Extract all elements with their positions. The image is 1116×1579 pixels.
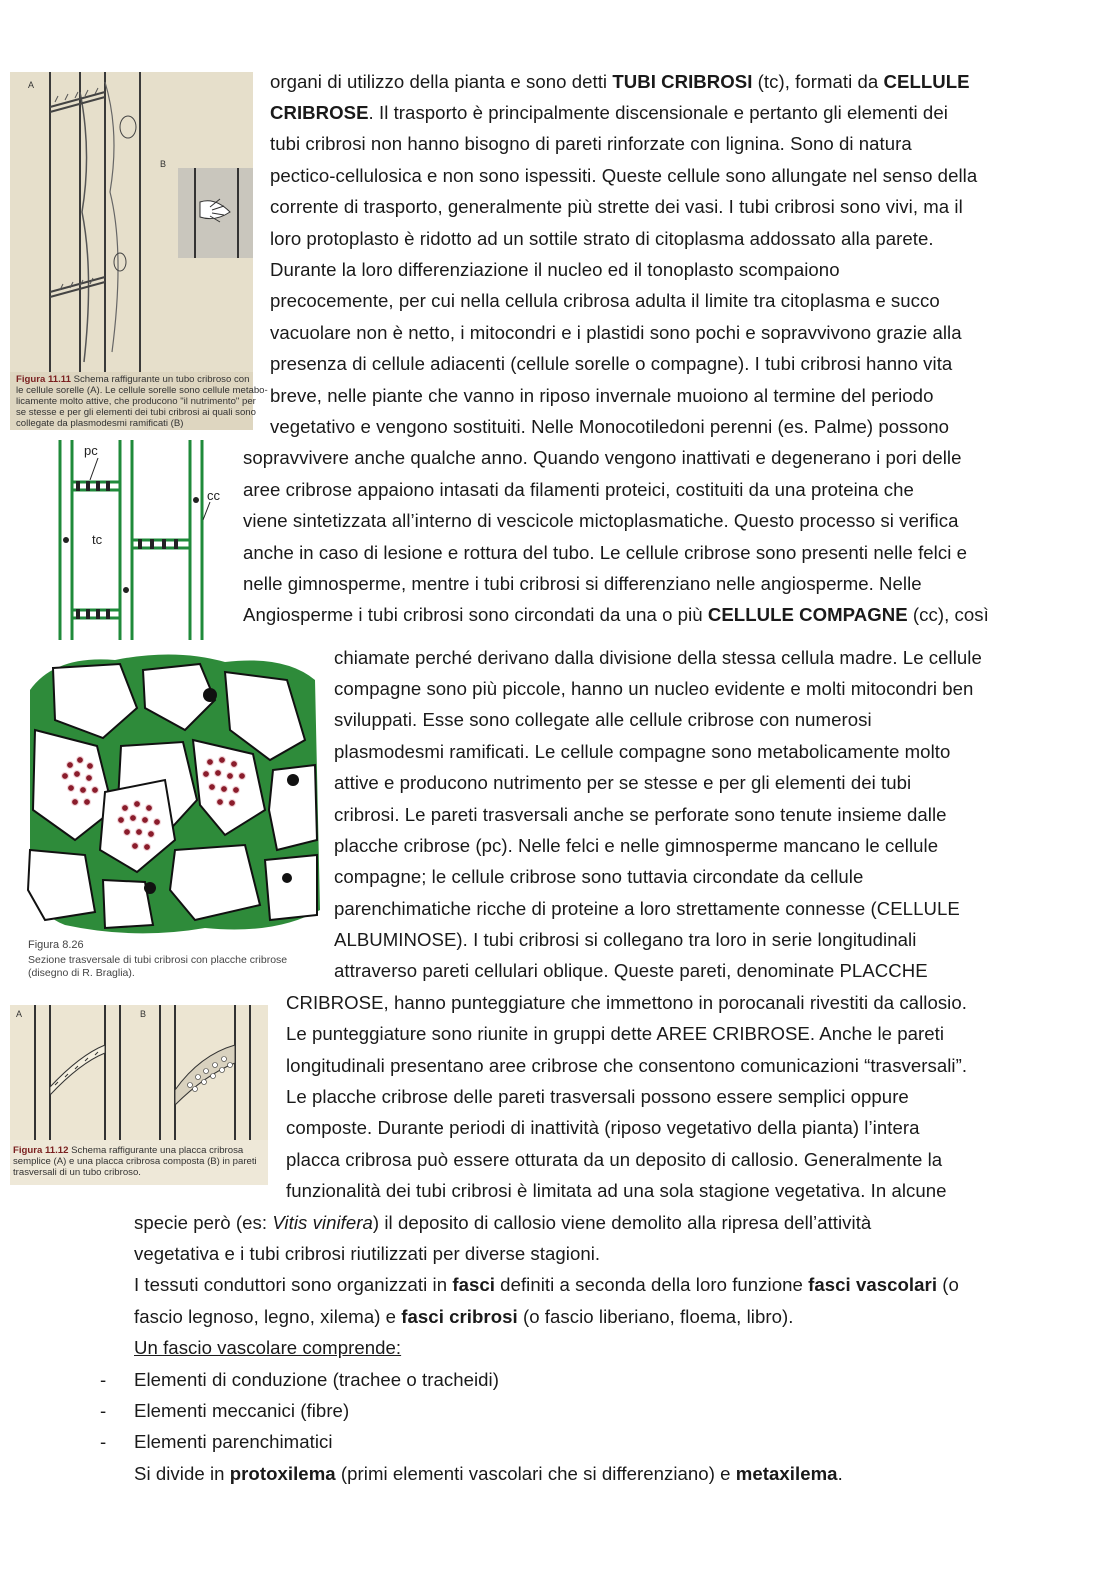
text-line-6: loro protoplasto è ridotto ad un sottile strato di citoplasma addossato alla parete. <box>270 228 934 249</box>
text-line-37: specie però (es: Vitis vinifera) il deposito di callosio viene demolito alla ripresa dell’attività <box>134 1212 872 1233</box>
fig-11-11-caption-2: le cellule sorelle (A). Le cellule sorelle sono cellule metabo- <box>16 385 268 396</box>
text-line-21: sviluppati. Esse sono collegate alle cellule cribrose con numerosi <box>334 709 872 730</box>
figure-11-12 <box>10 1005 268 1185</box>
fig-11-11-caption-1: Figura 11.11 Schema raffigurante un tubo cribroso con <box>16 374 250 385</box>
fig-11-12-letter-a: A <box>16 1009 23 1019</box>
text-line-12: vegetativo e vengono sostituiti. Nelle Monocotiledoni perenni (es. Palme) possono <box>270 416 949 437</box>
figure-11-11 <box>10 72 268 430</box>
sieve-tube-drawing <box>10 72 253 372</box>
fig-11-12-caption-2: semplice (A) e una placca cribrosa composta (B) in pareti <box>13 1156 257 1167</box>
text-line-33: Le placche cribrose delle pareti trasversali possono essere semplici oppure <box>286 1086 909 1107</box>
text-line-10: presenza di cellule adiacenti (cellule sorelle o compagne). I tubi cribrosi hanno vita <box>270 353 953 374</box>
text-line-24: cribrosi. Le pareti trasversali anche se perforate sono tenute insieme dalle <box>334 804 947 825</box>
text-line-16: anche in caso di lesione e rottura del tubo. Le cellule cribrose sono presenti nelle felci e <box>243 542 967 563</box>
text-line-final: Si divide in protoxilema (primi elementi vascolari che si differenziano) e metaxilema. <box>134 1463 843 1484</box>
fig-8-26-number: Figura 8.26 <box>28 939 84 951</box>
text-line-13: sopravvivere anche qualche anno. Quando vengono inattivati e degenerano i pori delle <box>243 447 962 468</box>
text-line-20: compagne sono più piccole, hanno un nucleo evidente e molti mitocondri ben <box>334 678 974 699</box>
cross-section-drawing <box>25 650 325 935</box>
text-line-25: placche cribrose (pc). Nelle felci e nelle gimnosperme mancano le cellule <box>334 835 939 856</box>
list-item: Elementi meccanici (fibre) <box>134 1400 350 1421</box>
fig-8-26-caption-2: (disegno di R. Braglia). <box>28 967 135 979</box>
label-tc: tc <box>92 532 103 547</box>
text-line-38: vegetativa e i tubi cribrosi riutilizzati per diverse stagioni. <box>134 1243 601 1264</box>
fig-11-11-letter-a: A <box>28 80 35 90</box>
text-line-22: plasmodesmi ramificati. Le cellule compagne sono metabolicamente molto <box>334 741 951 762</box>
text-line-14: aree cribrose appaiono intasati da filamenti proteici, costituiti da una proteina che <box>243 479 914 500</box>
fig-11-12-caption-3: trasversali di un tubo cribroso. <box>13 1167 141 1178</box>
bullet-marker: - <box>100 1369 107 1390</box>
fig-11-12-caption-1: Figura 11.12 Schema raffigurante una placca cribrosa <box>13 1145 244 1156</box>
bullet-marker: - <box>100 1400 107 1421</box>
text-line-36: funzionalità dei tubi cribrosi è limitata ad una sola stagione vegetativa. In alcune <box>286 1180 947 1201</box>
text-line-31: Le punteggiature sono riunite in gruppi dette AREE CRIBROSE. Anche le pareti <box>286 1023 945 1044</box>
text-line-4: pectico-cellulosica e non sono ispessiti. Queste cellule sono allungate nel senso della <box>270 165 978 186</box>
text-line-27: parenchimatiche ricche di proteine a loro strettamente connesse (CELLULE <box>334 898 960 919</box>
text-line-32: longitudinali presentano aree cribrose che consentono comunicazioni “trasversali”. <box>286 1055 968 1076</box>
text-line-2: CRIBROSE. Il trasporto è principalmente discensionale e pertanto gli elementi dei <box>270 102 948 123</box>
text-line-29: attraverso pareti cellulari oblique. Queste pareti, denominate PLACCHE <box>334 960 928 981</box>
fig-11-11-letter-b: B <box>160 159 167 169</box>
label-pc: pc <box>84 443 98 458</box>
text-line-1: organi di utilizzo della pianta e sono detti TUBI CRIBROSI (tc), formati da CELLULE <box>270 71 970 92</box>
text-line-39: I tessuti conduttori sono organizzati in fasci definiti a seconda della loro funzione fasci vascolari (o <box>134 1274 959 1295</box>
text-line-18: Angiosperme i tubi cribrosi sono circondati da una o più CELLULE COMPAGNE (cc), così <box>243 604 989 625</box>
text-line-11: breve, nelle piante che vanno in riposo invernale muoiono al termine del periodo <box>270 385 934 406</box>
fig-11-11-caption-5: collegate da plasmodesmi ramificati (B) <box>16 418 184 429</box>
sieve-plate-drawing <box>10 1005 268 1140</box>
list-item: Elementi di conduzione (trachee o tracheidi) <box>134 1369 499 1390</box>
text-line-17: nelle gimnosperme, mentre i tubi cribrosi si differenziano nelle angiosperme. Nelle <box>243 573 922 594</box>
text-line-30: CRIBROSE, hanno punteggiature che immettono in porocanali rivestiti da callosio. <box>286 992 967 1013</box>
sieve-tube-schematic <box>50 440 230 640</box>
text-line-3: tubi cribrosi non hanno bisogno di pareti rinforzate con lignina. Sono di natura <box>270 133 912 154</box>
bullet-marker: - <box>100 1431 107 1452</box>
text-line-34: composte. Durante periodi di inattività (riposo vegetativo della pianta) l’intera <box>286 1117 920 1138</box>
text-line-26: compagne; le cellule cribrose sono tuttavia circondate da cellule <box>334 866 864 887</box>
text-line-19: chiamate perché derivano dalla divisione della stessa cellula madre. Le cellule <box>334 647 982 668</box>
text-line-9: vacuolare non è netto, i mitocondri e i plastidi sono pochi e sopravvivono grazie alla <box>270 322 962 343</box>
figure-8-26 <box>25 650 325 990</box>
text-line-35: placca cribrosa può essere otturata da un deposito di callosio. Generalmente la <box>286 1149 943 1170</box>
text-line-23: attive e producono nutrimento per se stesse e per gli elementi dei tubi <box>334 772 912 793</box>
text-line-15: viene sintetizzata all’interno di vescicole mictoplasmatiche. Questo processo si verifica <box>243 510 959 531</box>
text-line-40: fascio legnoso, legno, xilema) e fasci cribrosi (o fascio liberiano, floema, libro). <box>134 1306 794 1327</box>
text-line-28: ALBUMINOSE). I tubi cribrosi si collegano tra loro in serie longitudinali <box>334 929 917 950</box>
fig-11-12-letter-b: B <box>140 1009 147 1019</box>
label-cc: cc <box>207 488 220 503</box>
list-heading: Un fascio vascolare comprende: <box>134 1337 402 1358</box>
fig-11-11-caption-3: licamente molto attive, che producono "il nutrimento" per <box>16 396 256 407</box>
text-line-5: corrente di trasporto, generalmente più strette dei vasi. I tubi cribrosi sono vivi, ma il <box>270 196 963 217</box>
text-line-7: Durante la loro differenziazione il nucleo ed il tonoplasto scompaiono <box>270 259 840 280</box>
text-line-8: precocemente, per cui nella cellula cribrosa adulta il limite tra citoplasma e succo <box>270 290 940 311</box>
fig-8-26-caption-1: Sezione trasversale di tubi cribrosi con placche cribrose <box>28 954 288 966</box>
fig-11-11-caption-4: se stesse e per gli elementi dei tubi cribrosi ai quali sono <box>16 407 256 418</box>
list-item: Elementi parenchimatici <box>134 1431 333 1452</box>
